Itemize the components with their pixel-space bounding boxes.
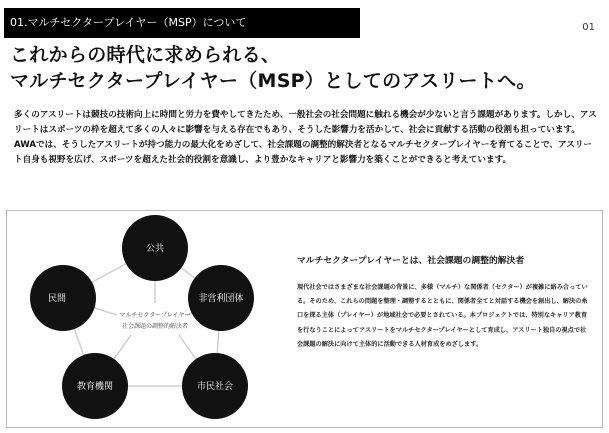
node-private-label: 民間 [47, 294, 67, 304]
main-title-line-2: マルチセクタープレイヤー（MSP）としてのアスリートへ。 [10, 70, 536, 92]
intro-paragraph: 多くのアスリートは競技の技術向上に時間と労力を費やしてきたため、一般社会の社会問題に触れる機会が少ないと言う課題があります。しかし、アスリートはスポーツの枠を超えて多くの人々に影響を与える存在でもあり、そうした影響力を活かして、社会に貢献する活動の役割も担っています。AWAでは、そうしたアスリートが持つ能力の最大化をめざして、社会課題の調整的解決者となるマルチセクタープレイヤーを育てることで、アスリート自身も視野を広げ、スポーツを超えた社会的役割を意識し、より豊かなキャリアと影響力を築くことができると考えています。 [14, 110, 597, 165]
node-civil-society-label: 市民社会 [196, 382, 234, 392]
msp-definition-body: 現代社会ではさまざまな社会課題の背景に、多様（マルチ）な関係者（セクター）が複雑に絡み合っている。そのため、これらの問題を整理・調整するとともに、関係者全てと対話する機会を創出し、解決の糸口を探る主体（プレイヤー）が地域社会で必要とされている。本プロジェクトでは、特別なキャリア教育を行なうことによってアスリートをマルチセクタープレイヤーとして育成し、アスリート独自の視点で社会課題の解決に向けて主体的に活動できる人材育成をめざします。 [297, 284, 588, 348]
node-public-label: 公共 [145, 244, 165, 254]
section-header-bar [4, 8, 360, 38]
center-sublabel: 社会課題の調整的解決者 [121, 323, 189, 330]
center-label: マルチセクタープレイヤー [119, 312, 191, 319]
sector-diagram [7, 211, 297, 429]
page-number: 01 [582, 22, 595, 33]
msp-definition-title: マルチセクタープレイヤーとは、社会課題の調整的解決者 [297, 256, 525, 266]
main-title [10, 42, 536, 94]
node-education-label: 教育機関 [76, 382, 114, 392]
node-npo-label: 非営利団体 [198, 294, 244, 304]
msp-panel [6, 210, 603, 428]
section-title: 01.マルチセクタープレイヤー（MSP）について [10, 16, 247, 29]
main-title-line-1: これからの時代に求められる、 [10, 44, 281, 66]
